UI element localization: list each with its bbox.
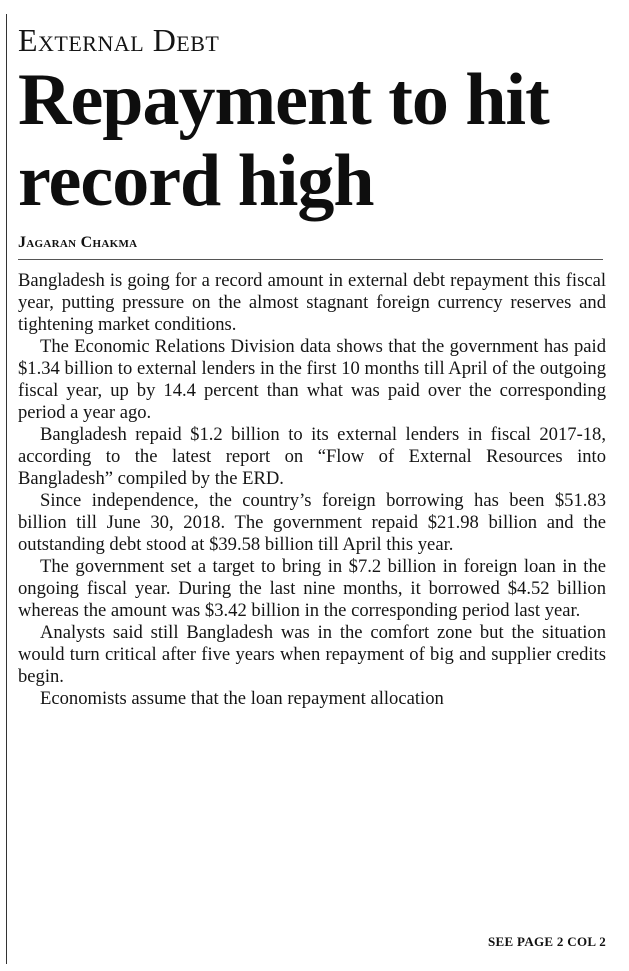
paragraph-4: Since independence, the country’s foreign borrowing has been $51.83 billion till June 30, 2018. The government repaid $21.98 billion and the outstanding debt stood at $39.58 billion till April this year. (18, 490, 606, 555)
continuation-note: SEE PAGE 2 COL 2 (488, 934, 606, 949)
paragraph-1: Bangladesh is going for a record amount in external debt repayment this fiscal year, putting pressure on the almost stagnant foreign currency reserves and tightening market conditions. (18, 270, 606, 335)
news-article (18, 22, 608, 710)
byline-divider (18, 259, 603, 260)
column-divider (6, 14, 7, 964)
paragraph-5: The government set a target to bring in $7.2 billion in foreign loan in the ongoing fiscal year. During the last nine months, it borrowed $4.52 billion whereas the amount was $3.42 billion in the corresponding period last year. (18, 556, 606, 621)
paragraph-7: Economists assume that the loan repayment allocation (40, 688, 444, 709)
section-kicker: External Debt (18, 22, 220, 58)
paragraph-3: Bangladesh repaid $1.2 billion to its external lenders in fiscal 2017-18, according to the latest report on “Flow of External Resources into Bangladesh” compiled by the ERD. (18, 424, 606, 489)
article-body (18, 270, 606, 710)
paragraph-2: The Economic Relations Division data shows that the government has paid $1.34 billion to external lenders in the first 10 months till April of the outgoing fiscal year, up by 14.4 percent than what was paid over the corresponding period a year ago. (18, 336, 606, 423)
byline: Jagaran Chakma (18, 234, 138, 251)
headline: Repayment to hit record high (18, 59, 549, 222)
paragraph-6: Analysts said still Bangladesh was in the comfort zone but the situation would turn critical after five years when repayment of big and supplier credits begin. (18, 622, 606, 687)
